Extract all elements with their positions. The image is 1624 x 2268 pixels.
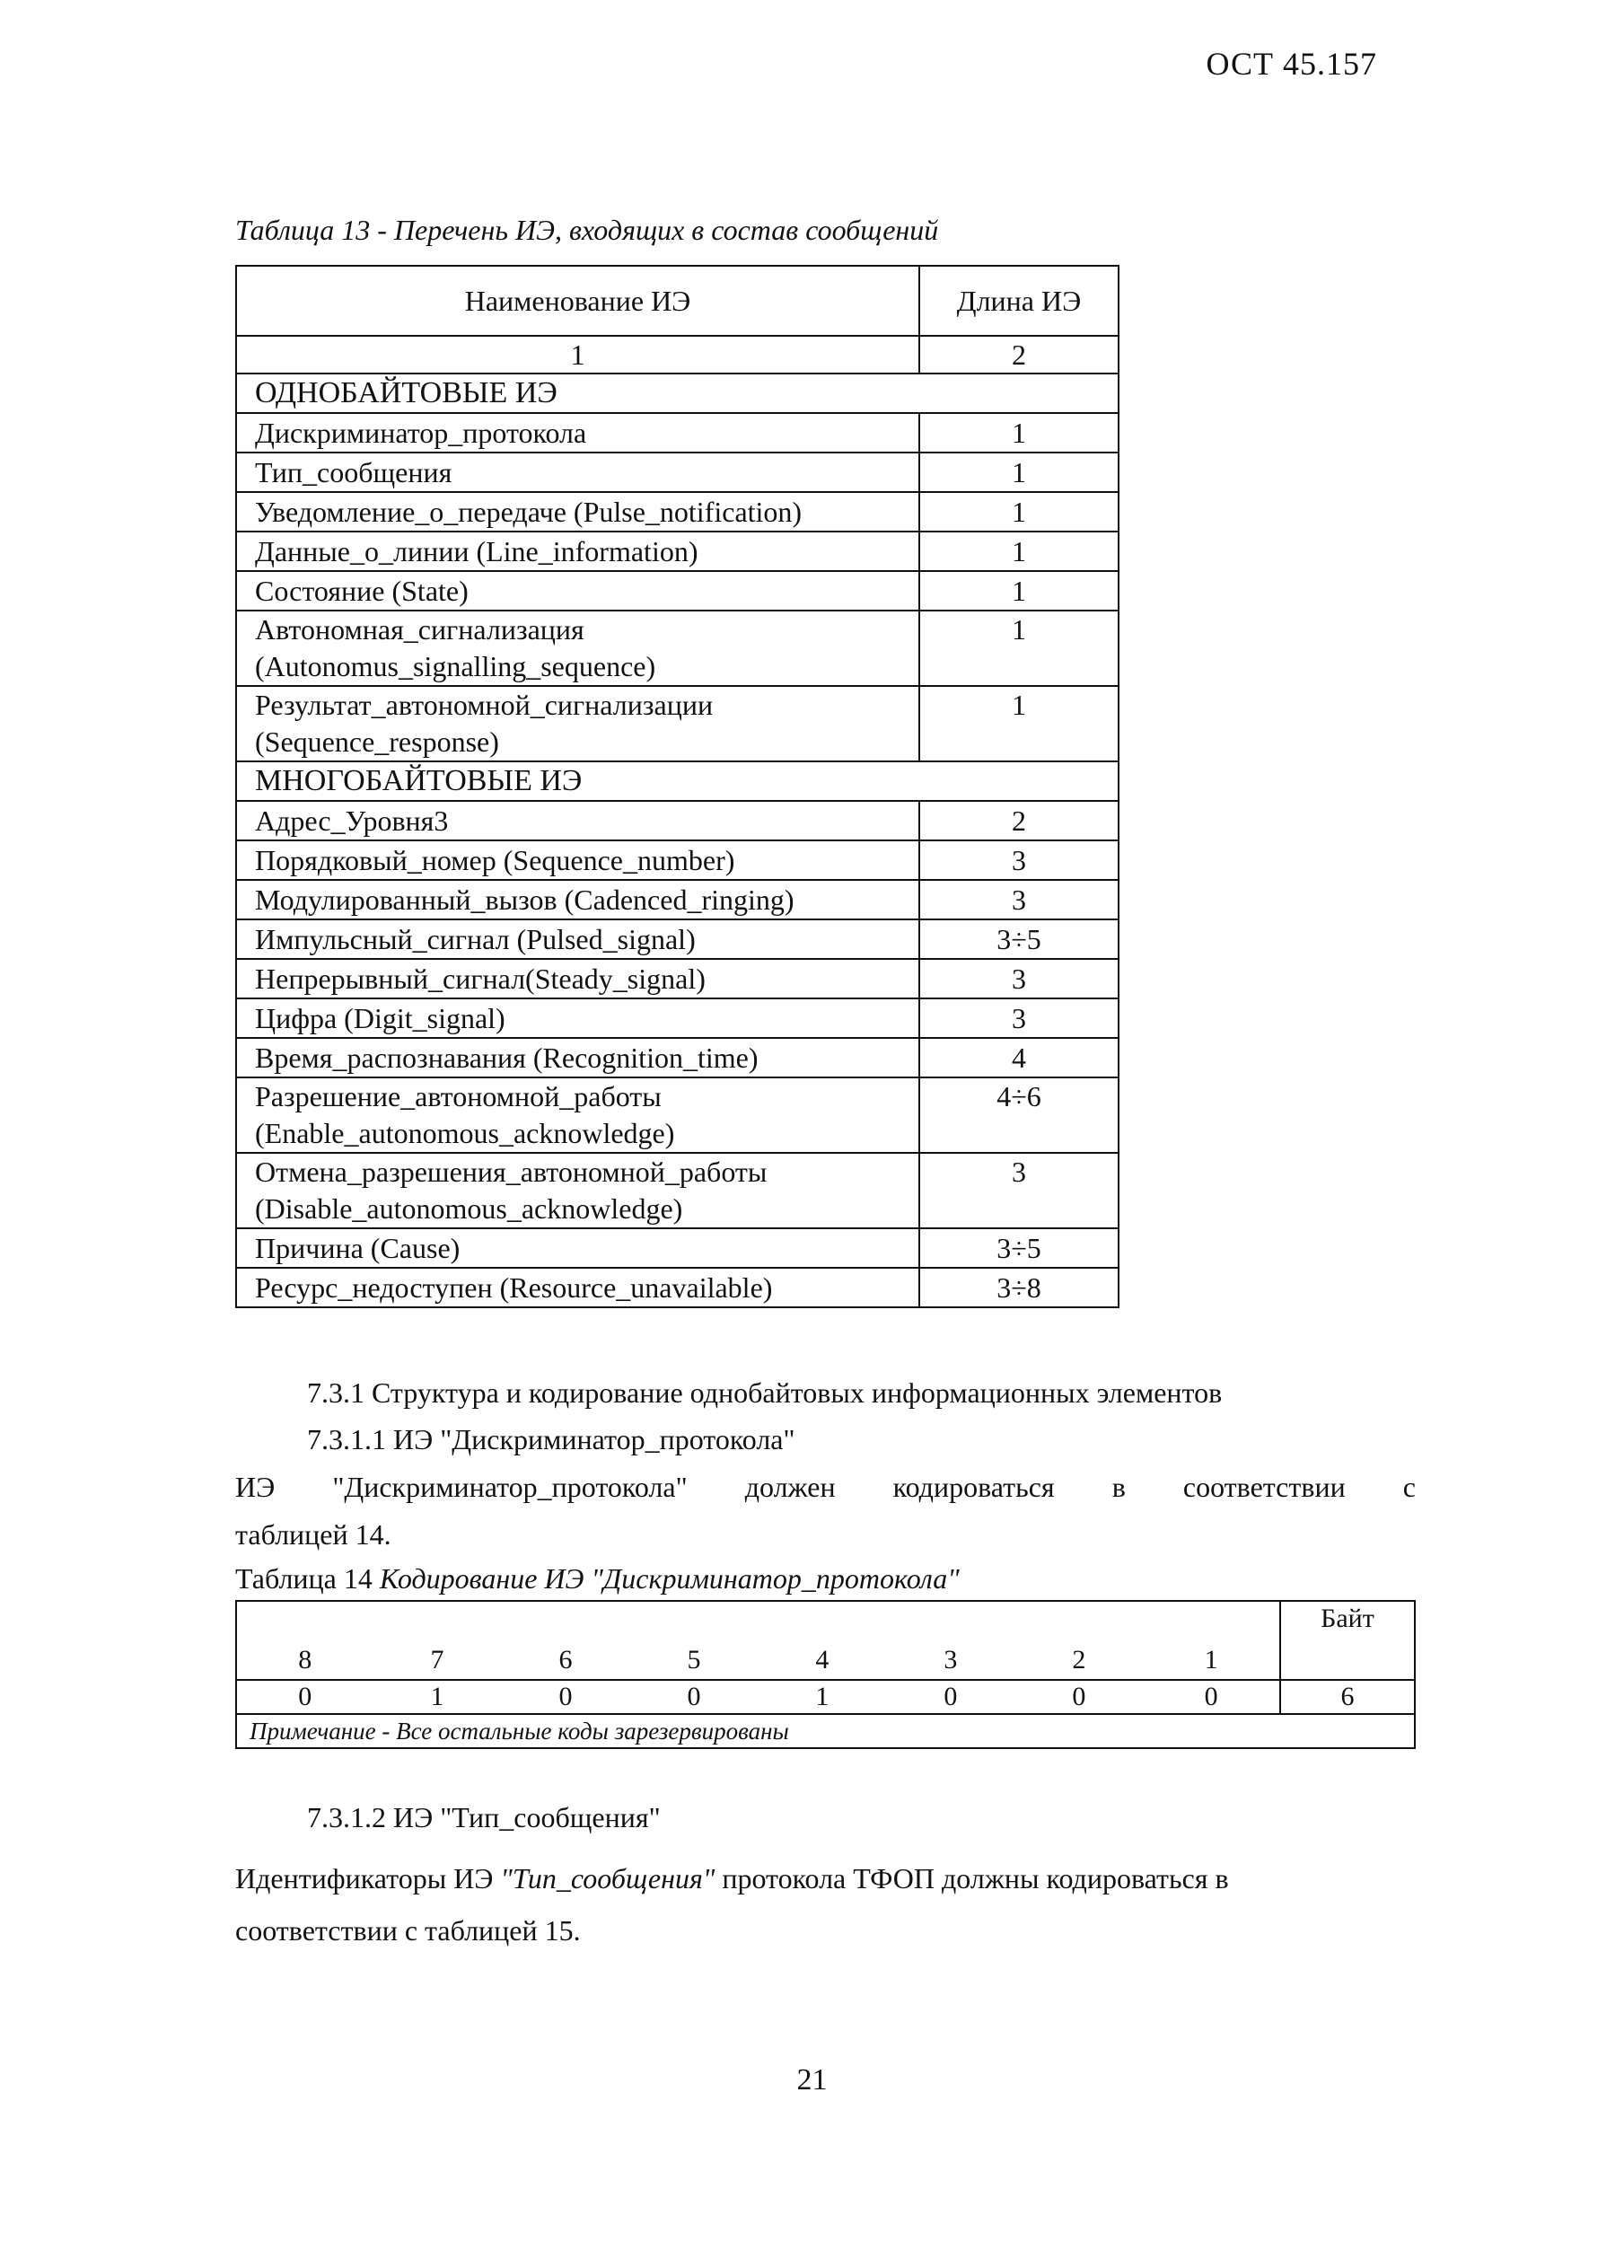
ie-length: 3 xyxy=(919,840,1119,880)
ie-name xyxy=(236,686,919,761)
table-row xyxy=(236,1153,1119,1228)
section-heading-7-3-1-2: 7.3.1.2 ИЭ "Тип_сообщения" xyxy=(307,1801,661,1833)
bit-number: 8 xyxy=(236,1601,373,1680)
bit-number-row xyxy=(236,1601,1415,1680)
table-row xyxy=(236,413,1119,453)
section-heading-7-3-1-1: 7.3.1.1 ИЭ "Дискриминатор_протокола" xyxy=(307,1423,795,1455)
ie-length: 3÷5 xyxy=(919,919,1119,959)
ie-name: Цифра (Digit_signal) xyxy=(236,998,919,1038)
ie-name: Данные_о_линии (Line_information) xyxy=(236,532,919,571)
table-row xyxy=(236,1228,1119,1268)
table-row xyxy=(236,959,1119,998)
table-14-caption xyxy=(235,1562,960,1596)
table-row xyxy=(236,998,1119,1038)
table-14-caption-prefix: Таблица 14 xyxy=(235,1562,373,1595)
ie-length: 3 xyxy=(919,880,1119,919)
section-heading-7-3-1: 7.3.1 Структура и кодирование однобайтовых информационных элементов xyxy=(307,1376,1223,1409)
table-row xyxy=(236,611,1119,686)
ie-name-line-1: Автономная_сигнализация xyxy=(255,613,584,646)
ie-name: Состояние (State) xyxy=(236,571,919,611)
bit-number: 7 xyxy=(373,1601,502,1680)
byte-value: 6 xyxy=(1280,1680,1415,1714)
ie-name: Ресурс_недоступен (Resource_unavailable) xyxy=(236,1268,919,1307)
ie-name-line-2: (Autonomus_signalling_sequence) xyxy=(255,650,656,682)
ie-length: 3 xyxy=(919,1153,1119,1228)
bit-number: 4 xyxy=(758,1601,886,1680)
body-paragraph-2-line-1 xyxy=(235,1850,1416,1907)
column-header-name: Наименование ИЭ xyxy=(236,266,919,336)
ie-name: Модулированный_вызов (Cadenced_ringing) xyxy=(236,880,919,919)
bit-value: 0 xyxy=(236,1680,373,1714)
ie-length: 2 xyxy=(919,801,1119,840)
body-paragraph-2-line-2: соответствии с таблицей 15. xyxy=(235,1914,581,1947)
table-14-caption-title: Кодирование ИЭ "Дискриминатор_протокола" xyxy=(379,1562,960,1595)
ie-name: Время_распознавания (Recognition_time) xyxy=(236,1038,919,1077)
ie-length: 1 xyxy=(919,413,1119,453)
section-row-multi-byte xyxy=(236,761,1119,801)
bit-value: 0 xyxy=(886,1680,1014,1714)
bit-value: 1 xyxy=(373,1680,502,1714)
table-row xyxy=(236,840,1119,880)
section-label: МНОГОБАЙТОВЫЕ ИЭ xyxy=(236,761,1119,801)
column-index-row xyxy=(236,336,1119,374)
bit-value-row xyxy=(236,1680,1415,1714)
table-13-caption: Таблица 13 - Перечень ИЭ, входящих в состав сообщений xyxy=(235,214,939,246)
body-text-emphasis: "Тип_сообщения" xyxy=(500,1862,715,1894)
section-row-single-byte xyxy=(236,374,1119,413)
ie-name: Уведомление_о_передаче (Pulse_notification) xyxy=(236,492,919,532)
bit-number: 3 xyxy=(886,1601,1014,1680)
ie-name xyxy=(236,611,919,686)
body-paragraph-line-2: таблицей 14. xyxy=(235,1518,391,1551)
table-row xyxy=(236,919,1119,959)
ie-length: 3 xyxy=(919,959,1119,998)
byte-header: Байт xyxy=(1280,1601,1415,1680)
section-label: ОДНОБАЙТОВЫЕ ИЭ xyxy=(236,374,1119,413)
ie-length: 4 xyxy=(919,1038,1119,1077)
bit-number: 2 xyxy=(1014,1601,1143,1680)
body-text: протокола ТФОП должны кодироваться в xyxy=(715,1862,1229,1894)
ie-name xyxy=(236,1153,919,1228)
ie-name xyxy=(236,1077,919,1153)
ie-name: Порядковый_номер (Sequence_number) xyxy=(236,840,919,880)
ie-name-line-1: Разрешение_автономной_работы xyxy=(255,1080,662,1112)
table-row xyxy=(236,686,1119,761)
bit-number: 1 xyxy=(1143,1601,1280,1680)
ie-length: 1 xyxy=(919,571,1119,611)
bit-value: 0 xyxy=(501,1680,629,1714)
ie-length: 3 xyxy=(919,998,1119,1038)
document-code: ОСТ 45.157 xyxy=(1206,46,1377,82)
table-row xyxy=(236,453,1119,492)
column-index-2: 2 xyxy=(919,336,1119,374)
ie-length: 3÷5 xyxy=(919,1228,1119,1268)
table-row xyxy=(236,492,1119,532)
ie-name: Непрерывный_сигнал(Steady_signal) xyxy=(236,959,919,998)
bit-value: 0 xyxy=(629,1680,758,1714)
body-text: Идентификаторы ИЭ xyxy=(235,1862,501,1894)
table-note: Примечание - Все остальные коды зарезервированы xyxy=(236,1714,1415,1748)
ie-length: 1 xyxy=(919,686,1119,761)
ie-name-line-1: Отмена_разрешения_автономной_работы xyxy=(255,1156,768,1188)
table-header-row xyxy=(236,266,1119,336)
table-row xyxy=(236,880,1119,919)
table-row xyxy=(236,1077,1119,1153)
ie-name-line-2: (Sequence_response) xyxy=(255,725,499,758)
ie-name: Тип_сообщения xyxy=(236,453,919,492)
table-row xyxy=(236,532,1119,571)
table-note-row xyxy=(236,1714,1415,1748)
ie-length: 4÷6 xyxy=(919,1077,1119,1153)
ie-name-line-1: Результат_автономной_сигнализации xyxy=(255,689,714,721)
bit-value: 0 xyxy=(1143,1680,1280,1714)
bit-number: 5 xyxy=(629,1601,758,1680)
table-row xyxy=(236,801,1119,840)
ie-length: 1 xyxy=(919,611,1119,686)
table-row xyxy=(236,1268,1119,1307)
ie-name-line-2: (Enable_autonomous_acknowledge) xyxy=(255,1117,675,1149)
bit-value: 1 xyxy=(758,1680,886,1714)
table-row xyxy=(236,571,1119,611)
ie-length: 1 xyxy=(919,453,1119,492)
column-header-length: Длина ИЭ xyxy=(919,266,1119,336)
column-index-1: 1 xyxy=(236,336,919,374)
bit-value: 0 xyxy=(1014,1680,1143,1714)
ie-length: 1 xyxy=(919,492,1119,532)
ie-name: Причина (Cause) xyxy=(236,1228,919,1268)
table-row xyxy=(236,1038,1119,1077)
ie-name: Дискриминатор_протокола xyxy=(236,413,919,453)
ie-length: 1 xyxy=(919,532,1119,571)
table-13 xyxy=(235,265,1119,1308)
ie-name-line-2: (Disable_autonomous_acknowledge) xyxy=(255,1192,683,1225)
ie-name: Импульсный_сигнал (Pulsed_signal) xyxy=(236,919,919,959)
table-14 xyxy=(235,1600,1416,1749)
page-number: 21 xyxy=(796,2063,828,2097)
ie-length: 3÷8 xyxy=(919,1268,1119,1307)
bit-number: 6 xyxy=(501,1601,629,1680)
ie-name: Адрес_Уровня3 xyxy=(236,801,919,840)
body-paragraph-line-1: ИЭ "Дискриминатор_протокола" должен кодироваться в соответствии с xyxy=(235,1471,1416,1503)
